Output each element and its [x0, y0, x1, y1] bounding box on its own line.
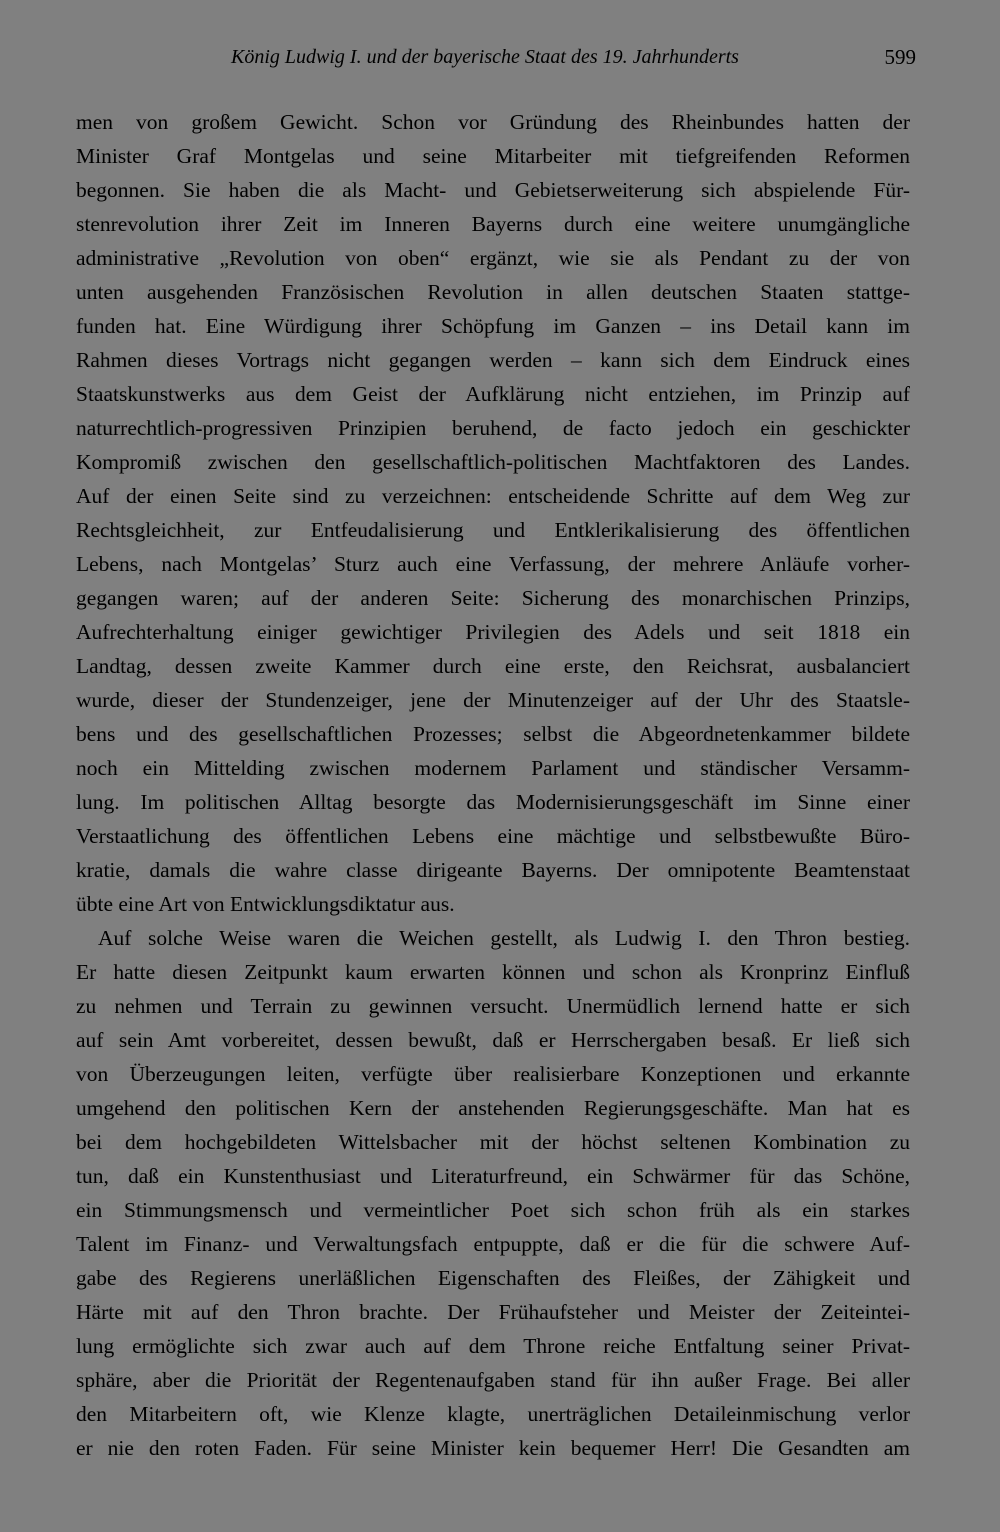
- text-line: ein Stimmungsmensch und vermeintlicher Poet sich schon früh als ein starkes: [76, 1198, 910, 1222]
- text-line: bens und des gesellschaftlichen Prozesses; selbst die Abgeordnetenkammer bildete: [76, 722, 910, 746]
- text-line: bei dem hochgebildeten Wittelsbacher mit der höchst seltenen Kombination zu: [76, 1130, 910, 1154]
- running-head: [76, 42, 918, 72]
- text-line: naturrechtlich-progressiven Prinzipien beruhend, de facto jedoch ein geschickter: [76, 416, 910, 440]
- paragraph-last-line: übte eine Art von Entwicklungsdiktatur aus.: [76, 892, 455, 916]
- text-line: Aufrechterhaltung einiger gewichtiger Privilegien des Adels und seit 1818 ein: [76, 620, 910, 644]
- text-line: zu nehmen und Terrain zu gewinnen versucht. Unermüdlich lernend hatte er sich: [76, 994, 910, 1018]
- text-line: kratie, damals die wahre classe dirigeante Bayerns. Der omnipotente Beamtenstaat: [76, 858, 910, 882]
- text-line: den Mitarbeitern oft, wie Klenze klagte, unerträglichen Detaileinmischung verlor: [76, 1402, 910, 1426]
- text-line: funden hat. Eine Würdigung ihrer Schöpfung im Ganzen – ins Detail kann im: [76, 314, 910, 338]
- text-line: gegangen waren; auf der anderen Seite: Sicherung des monarchischen Prinzips,: [76, 586, 910, 610]
- text-line: men von großem Gewicht. Schon vor Gründung des Rheinbundes hatten der: [76, 110, 910, 134]
- text-line: auf sein Amt vorbereitet, dessen bewußt, daß er Herrschergaben besaß. Er ließ sich: [76, 1028, 910, 1052]
- text-line: von Überzeugungen leiten, verfügte über realisierbare Konzeptionen und erkannte: [76, 1062, 910, 1086]
- text-line: administrative „Revolution von oben“ ergänzt, wie sie als Pendant zu der von: [76, 246, 910, 270]
- text-line: Staatskunstwerks aus dem Geist der Aufklärung nicht entziehen, im Prinzip auf: [76, 382, 910, 406]
- text-line: Rechtsgleichheit, zur Entfeudalisierung und Entklerikalisierung des öffentlichen: [76, 518, 910, 542]
- text-line: sphäre, aber die Priorität der Regentenaufgaben stand für ihn außer Frage. Bei aller: [76, 1368, 910, 1392]
- text-line: Rahmen dieses Vortrags nicht gegangen werden – kann sich dem Eindruck eines: [76, 348, 910, 372]
- text-line: stenrevolution ihrer Zeit im Inneren Bayerns durch eine weitere unumgängliche: [76, 212, 910, 236]
- text-line: Verstaatlichung des öffentlichen Lebens eine mächtige und selbstbewußte Büro-: [76, 824, 910, 848]
- text-line: tun, daß ein Kunstenthusiast und Literaturfreund, ein Schwärmer für das Schöne,: [76, 1164, 910, 1188]
- text-line: er nie den roten Faden. Für seine Minister kein bequemer Herr! Die Gesandten am: [76, 1436, 910, 1460]
- text-line: Kompromiß zwischen den gesellschaftlich-politischen Machtfaktoren des Landes.: [76, 450, 910, 474]
- running-title: König Ludwig I. und der bayerische Staat des 19. Jahrhunderts: [231, 46, 739, 68]
- text-line: Talent im Finanz- und Verwaltungsfach entpuppte, daß er die für die schwere Auf-: [76, 1232, 910, 1256]
- body-text: [76, 105, 910, 1465]
- text-line: Minister Graf Montgelas und seine Mitarbeiter mit tiefgreifenden Reformen: [76, 144, 910, 168]
- text-line: wurde, dieser der Stundenzeiger, jene der Minutenzeiger auf der Uhr des Staatsle-: [76, 688, 910, 712]
- text-line: gabe des Regierens unerläßlichen Eigenschaften des Fleißes, der Zähigkeit und: [76, 1266, 910, 1290]
- text-line: Auf der einen Seite sind zu verzeichnen: entscheidende Schritte auf dem Weg zur: [76, 484, 910, 508]
- text-line: Lebens, nach Montgelas’ Sturz auch eine Verfassung, der mehrere Anläufe vorher-: [76, 552, 910, 576]
- text-line: begonnen. Sie haben die als Macht- und Gebietserweiterung sich abspielende Für-: [76, 178, 910, 202]
- text-line: umgehend den politischen Kern der anstehenden Regierungsgeschäfte. Man hat es: [76, 1096, 910, 1120]
- text-line: Er hatte diesen Zeitpunkt kaum erwarten können und schon als Kronprinz Einfluß: [76, 960, 910, 984]
- text-line: Landtag, dessen zweite Kammer durch eine erste, den Reichsrat, ausbalanciert: [76, 654, 910, 678]
- text-line: lung ermöglichte sich zwar auch auf dem Throne reiche Entfaltung seiner Privat-: [76, 1334, 910, 1358]
- text-line: Härte mit auf den Thron brachte. Der Frühaufsteher und Meister der Zeiteintei-: [76, 1300, 910, 1324]
- text-line: noch ein Mittelding zwischen modernem Parlament und ständischer Versamm-: [76, 756, 910, 780]
- text-line: lung. Im politischen Alltag besorgte das Modernisierungsgeschäft im Sinne einer: [76, 790, 910, 814]
- text-line: unten ausgehenden Französischen Revolution in allen deutschen Staaten stattge-: [76, 280, 910, 304]
- page-number: 599: [884, 45, 916, 69]
- paragraph-first-line: Auf solche Weise waren die Weichen gestellt, als Ludwig I. den Thron bestieg.: [98, 926, 910, 950]
